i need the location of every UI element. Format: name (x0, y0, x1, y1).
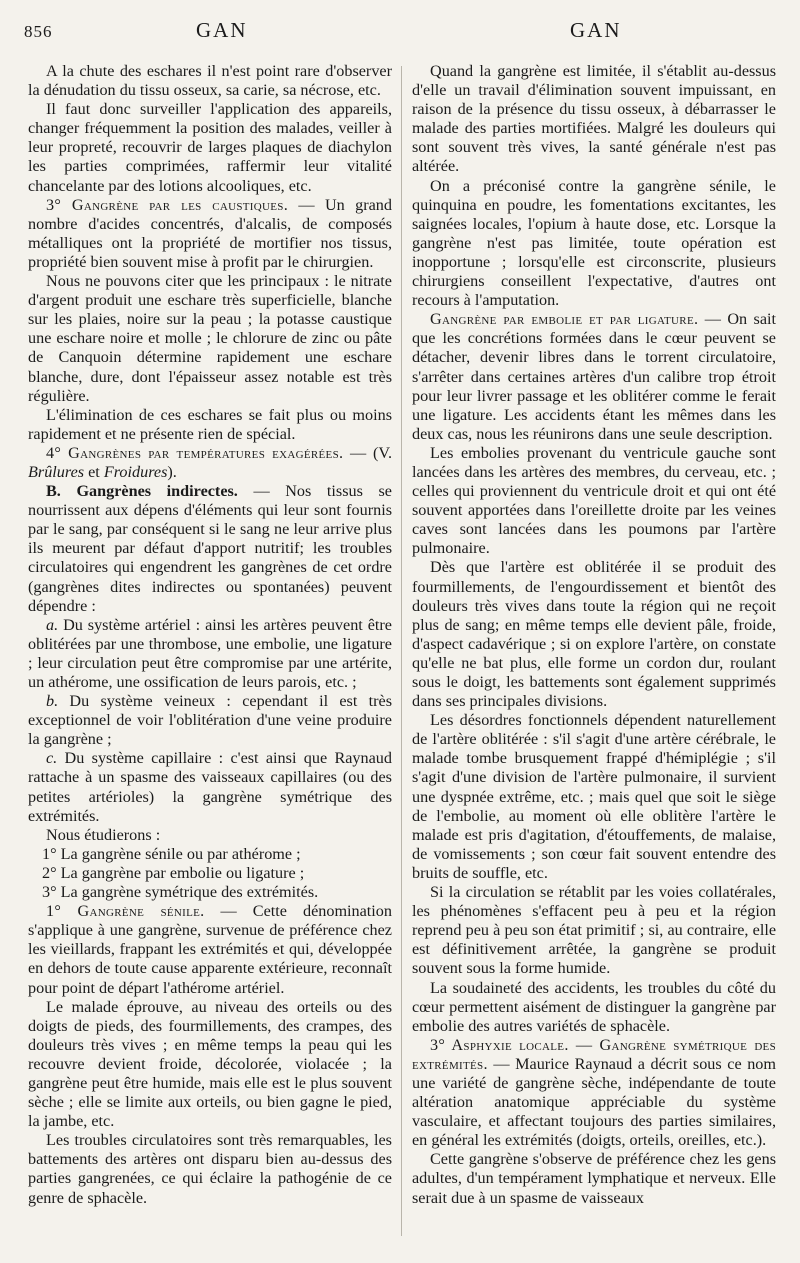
paragraph: Le malade éprouve, au niveau des orteils ou des doigts de pieds, des fourmillements, des crampes, des douleurs très vives ; en même temps la peau qui les recouvre devient froide, décolorée, violacée ; la gangrène peut être humide, mais elle est le plus souvent sèche ; elle se limite aux orteils, ou bien gagne le pied, la jambe, etc. (28, 997, 392, 1131)
section-heading: 3° Gangrène par les caustiques. (46, 195, 289, 214)
paragraph: Nous étudierons : (46, 825, 161, 844)
paragraph: Si la circulation se rétablit par les voies collatérales, les phénomènes s'effacent peu à peu et la région reprend peu à peu son état primitif ; si, au contraire, elle est définitivement arrêtée, la gangrène se produit souvent sous la forme humide. (412, 883, 776, 978)
section-heading: 4° Gangrènes par températures exagérées. (46, 443, 344, 462)
paragraph: Nous ne pouvons citer que les principaux : le nitrate d'argent produit une eschare très superficielle, blanche sur les plaies, noire sur la peau ; la potasse caustique une eschare noire et molle ; le chlorure de zinc ou pâte de Canquoin détermine rapidement une eschare blanche, dure, dont l'épaisseur assez notable est très régulière. (28, 272, 392, 405)
paragraph: Les désordres fonctionnels dépendent naturellement de l'artère oblitérée : s'il s'agit d'une artère cérébrale, le malade tombe brusquement frappé d'hémiplégie ; s'il s'agit d'une division de l'artère pulmonaire, il survient une dyspnée extrême, etc. ; mais quel que soit le siège de l'embolie, au moment où elle oblitère l'artère le malade est pris d'agitation, d'étouffements, de malaise, de vomissements ; son cœur fait souvent entendre des bruits de souffle, etc. (412, 711, 776, 882)
section-heading: Gangrène par embolie et par ligature. (430, 310, 699, 329)
section-paragraph: 1° Gangrène sénile. — Cette dénomination s'applique à une gangrène, survenue de préférence chez les vieillards, frappant les extrémités et qui, développée en dehors de toute cause apparente extérieure, reconnaît pour point de départ l'athérome artériel. (28, 902, 392, 997)
running-head-right: GAN (570, 18, 622, 42)
section-paragraph: 4° Gangrènes par températures exagérées. — (V. Brûlures et Froidures). (28, 443, 392, 481)
left-column (28, 62, 392, 1208)
paragraph: L'élimination de ces eschares se fait plus ou moins rapidement et ne présente rien de spécial. (28, 405, 392, 443)
list-paragraph: c. Du système capillaire : c'est ainsi que Raynaud rattache à un spasme des vaisseaux capillaires (ou des petites artérioles) la gangrène symétrique des extrémités. (28, 749, 392, 825)
cross-reference: Froidures (103, 462, 168, 481)
right-column (412, 62, 776, 1208)
paragraph: Quand la gangrène est limitée, il s'établit au-dessus d'elle un travail d'élimination souvent impuissant, en raison de la présence du tissu osseux, à débarrasser le malade des parties mortifiées. Malgré les douleurs qui sont souvent très vives, la santé générale n'est pas altérée. (412, 62, 776, 176)
section-paragraph: B. Gangrènes indirectes. — Nos tissus se nourrissent aux dépens d'éléments qui leur sont fournis par le sang, par conséquent si le sang ne leur arrive plus ils meurent par défaut d'apport nutritif; les troubles circulatoires qui engendrent les gangrènes de cet ordre (gangrènes dites indirectes ou spontanées) peuvent dépendre : (28, 482, 392, 615)
page-header (0, 18, 800, 48)
paragraph: Dès que l'artère est oblitérée il se produit des fourmillements, de l'engourdissement et bientôt des douleurs très vives dans toute la région qui ne reçoit plus de sang; en même temps elle devient pâle, froide, d'aspect cadavérique ; si on explore l'artère, on constate qu'elle ne bat plus, elle forme un cordon dur, roulant sous le doigt, les battements sont également supprimés dans ses principales divisions. (412, 558, 776, 711)
list-paragraph: b. Du système veineux : cependant il est très exceptionnel de voir l'oblitération d'une veine produire la gangrène ; (28, 692, 392, 749)
cross-reference: Brûlures (28, 462, 85, 481)
section-paragraph: 3° Asphyxie locale. — Gangrène symétrique des extrémités. — Maurice Raynaud a décrit sous ce nom une variété de gangrène sèche, indépendante de toute altération anatomique appréciable du système vasculaire, et affectant toujours des parties similaires, en général les extrémités (doigts, orteils, oreilles, etc.). (412, 1035, 776, 1150)
list-item: 3° La gangrène symétrique des extrémités. (42, 883, 319, 902)
paragraph: Les troubles circulatoires sont très remarquables, les battements des artères ont disparu bien au-dessus des parties gangrenées, ce qui éclaire la pathogénie de ce genre de sphacèle. (28, 1131, 392, 1207)
running-head-left: GAN (196, 18, 248, 42)
section-paragraph: 3° Gangrène par les caustiques. — Un grand nombre d'acides concentrés, d'alcalis, de composés métalliques ont la propriété de mortifier nos tissus, propriété bien souvent mise à profit par le chirurgien. (28, 195, 392, 271)
section-paragraph: Gangrène par embolie et par ligature. — On sait que les concrétions formées dans le cœur peuvent se détacher, devenir libres dans le torrent circulatoire, s'arrêter dans certaines artères d'un calibre trop étroit pour leur livrer passage et les oblitérer comme le ferait une ligature. Les accidents étant les mêmes dans les deux cas, nous les réunirons dans une seule description. (412, 310, 776, 443)
column-divider (401, 66, 402, 1236)
section-heading: 3° Asphyxie locale. — Gangrène symétrique des extrémités. (412, 1035, 776, 1073)
section-heading: B. Gangrènes indirectes. (46, 482, 238, 501)
list-item: 2° La gangrène par embolie ou ligature ; (42, 863, 305, 882)
list-paragraph: a. Du système artériel : ainsi les artères peuvent être oblitérées par une thrombose, une embolie, une ligature ; leur circulation peut être compromise par une artérite, un athérome, une ossification de leurs parois, etc. ; (28, 615, 392, 691)
paragraph: On a préconisé contre la gangrène sénile, le quinquina en poudre, les fomentations excitantes, les saignées locales, l'opium à haute dose, etc. Lorsque la gangrène n'est pas limitée, toute opération est inopportune ; lorsqu'elle est circonscrite, plusieurs chirurgiens conseillent l'expectative, d'autres ont recours à l'amputation. (412, 176, 776, 310)
paragraph: Cette gangrène s'observe de préférence chez les gens adultes, d'un tempérament lymphatique et nerveux. Elle serait due à un spasme de vaisseaux (412, 1150, 776, 1207)
paragraph: A la chute des eschares il n'est point rare d'observer la dénudation du tissu osseux, sa carie, sa nécrose, etc. (28, 62, 392, 100)
paragraph: La soudaineté des accidents, les troubles du côté du cœur permettent aisément de distinguer la gangrène par embolie des autres variétés de sphacèle. (412, 978, 776, 1035)
page-number: 856 (24, 22, 53, 41)
paragraph: Les embolies provenant du ventricule gauche sont lancées dans les artères des membres, du cerveau, etc. ; celles qui proviennent du ventricule droit et qui ont été souvent apportées dans l'oreillette droite par les veines caves sont lancées dans les poumons par l'artère pulmonaire. (412, 443, 776, 558)
list-item: 1° La gangrène sénile ou par athérome ; (42, 844, 301, 863)
section-heading: 1° Gangrène sénile. (46, 902, 205, 921)
paragraph: Il faut donc surveiller l'application des appareils, changer fréquemment la position des malades, veiller à leur propreté, recouvrir de larges plaques de diachylon les parties comprimées, raffermir leur vitalité chancelante par des lotions alcooliques, etc. (28, 100, 392, 195)
